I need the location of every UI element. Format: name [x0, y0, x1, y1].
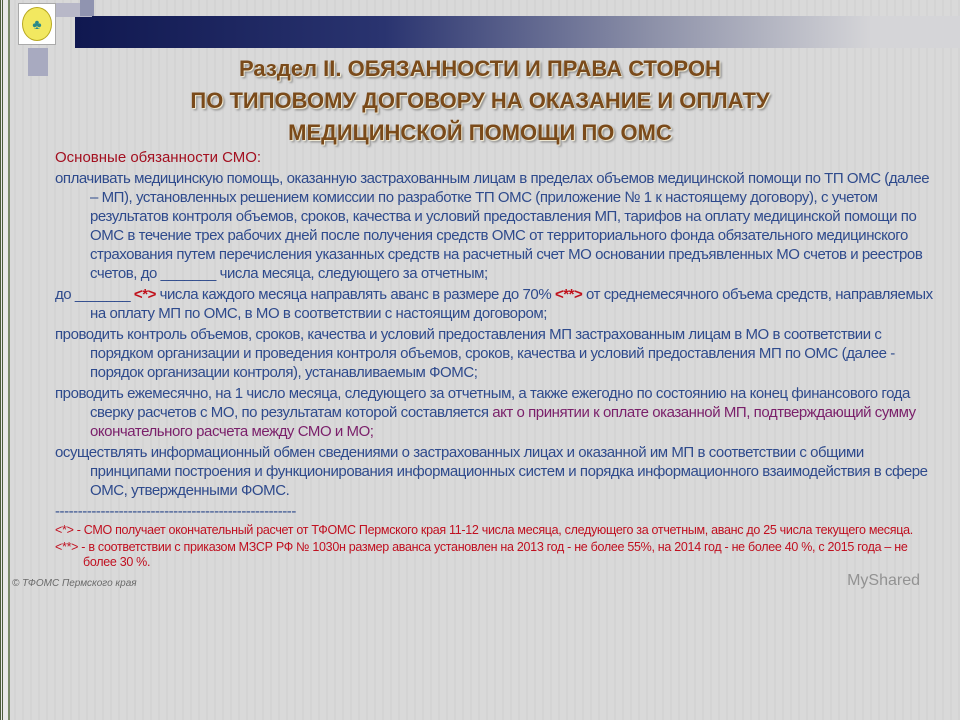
obligation-reconciliation	[55, 384, 940, 441]
decor-square	[80, 0, 94, 16]
text: проводить ежемесячно, на 1 число месяца, следующего за отчетным, а также ежегодно по состоянию на конец финансового года сверку расчетов с МО, по результатам которой составляется	[55, 385, 910, 421]
footnote: <**> - в соответствии с приказом МЗСР РФ № 1030н размер аванса установлен на 2013 год - не более 55%, на 2014 год - не более 40 %, с 2015 года – не более 30 %.	[55, 540, 908, 569]
title-line: МЕДИЦИНСКОЙ ПОМОЩИ ПО ОМС	[288, 120, 672, 145]
footnote-marker: <**>	[554, 286, 583, 303]
page-title	[0, 53, 960, 149]
title-line: Раздел II. ОБЯЗАННОСТИ И ПРАВА СТОРОН	[239, 56, 721, 81]
highlight-text: акт о принятии к оплате оказанной МП, подтверждающий сумму окончательного расчета между СМО и МО;	[90, 404, 916, 440]
text: от среднемесячного объема средств, направляемых на оплату МП по ОМС, в МО в соответствии с настоящим договором;	[90, 286, 933, 322]
text: числа каждого месяца направлять аванс в размере до 70%	[155, 286, 555, 303]
title-line: ПО ТИПОВОМУ ДОГОВОРУ НА ОКАЗАНИЕ И ОПЛАТУ	[190, 88, 770, 113]
header-bar	[75, 16, 960, 48]
obligation-control: проводить контроль объемов, сроков, качества и условий предоставления МП застрахованным лицам в МО в соответствии с порядком организации и проведения контроля объемов, сроков, качества и условий предоставления МП по ОМС (далее - порядок организации контроля), устанавливаемым ФОМС;	[55, 326, 895, 381]
obligations-list	[55, 169, 940, 521]
logo	[18, 3, 56, 45]
obligation-advance	[55, 285, 940, 323]
separator: -----------------------------------------------------	[55, 503, 296, 520]
obligation-payment: оплачивать медицинскую помощь, оказанную застрахованным лицам в пределах объемов медицинской помощи по ТП ОМС (далее – МП), установленных решением комиссии по разработке ТП ОМС (приложение № 1 к настоящему договору), с учетом результатов контроля объемов, сроков, качества и условий предоставления МП, тарифов на оплату медицинской помощи по ОМС в течение трех рабочих дней после получения средств ОМС от территориального фонда обязательного медицинского страхования путем перечисления указанных средств на расчетный счет МО основании предъявленных МО счетов и реестров счетов, до _______ числа месяца, следующего за отчетным;	[55, 170, 930, 282]
logo-tree-icon: ♣	[22, 7, 52, 41]
footer	[12, 572, 940, 590]
content	[12, 148, 940, 590]
copyright: © ТФОМС Пермского края	[12, 578, 137, 589]
watermark: MyShared	[847, 572, 920, 589]
text: до _______	[55, 286, 134, 303]
footnote-marker: <*>	[133, 286, 156, 303]
footnote: <*> - СМО получает окончательный расчет от ТФОМС Пермского края 11-12 числа месяца, следующего за отчетным, аванс до 25 числа текущего месяца.	[55, 523, 913, 537]
footnotes	[55, 523, 940, 570]
subtitle: Основные обязанности СМО:	[55, 149, 262, 166]
obligation-info-exchange: осуществлять информационный обмен сведениями о застрахованных лицах и оказанной им МП в соответствии с общими принципами построения и функционирования информационных систем и порядка информационного взаимодействия в сфере ОМС, утвержденными ФОМС.	[55, 444, 928, 499]
